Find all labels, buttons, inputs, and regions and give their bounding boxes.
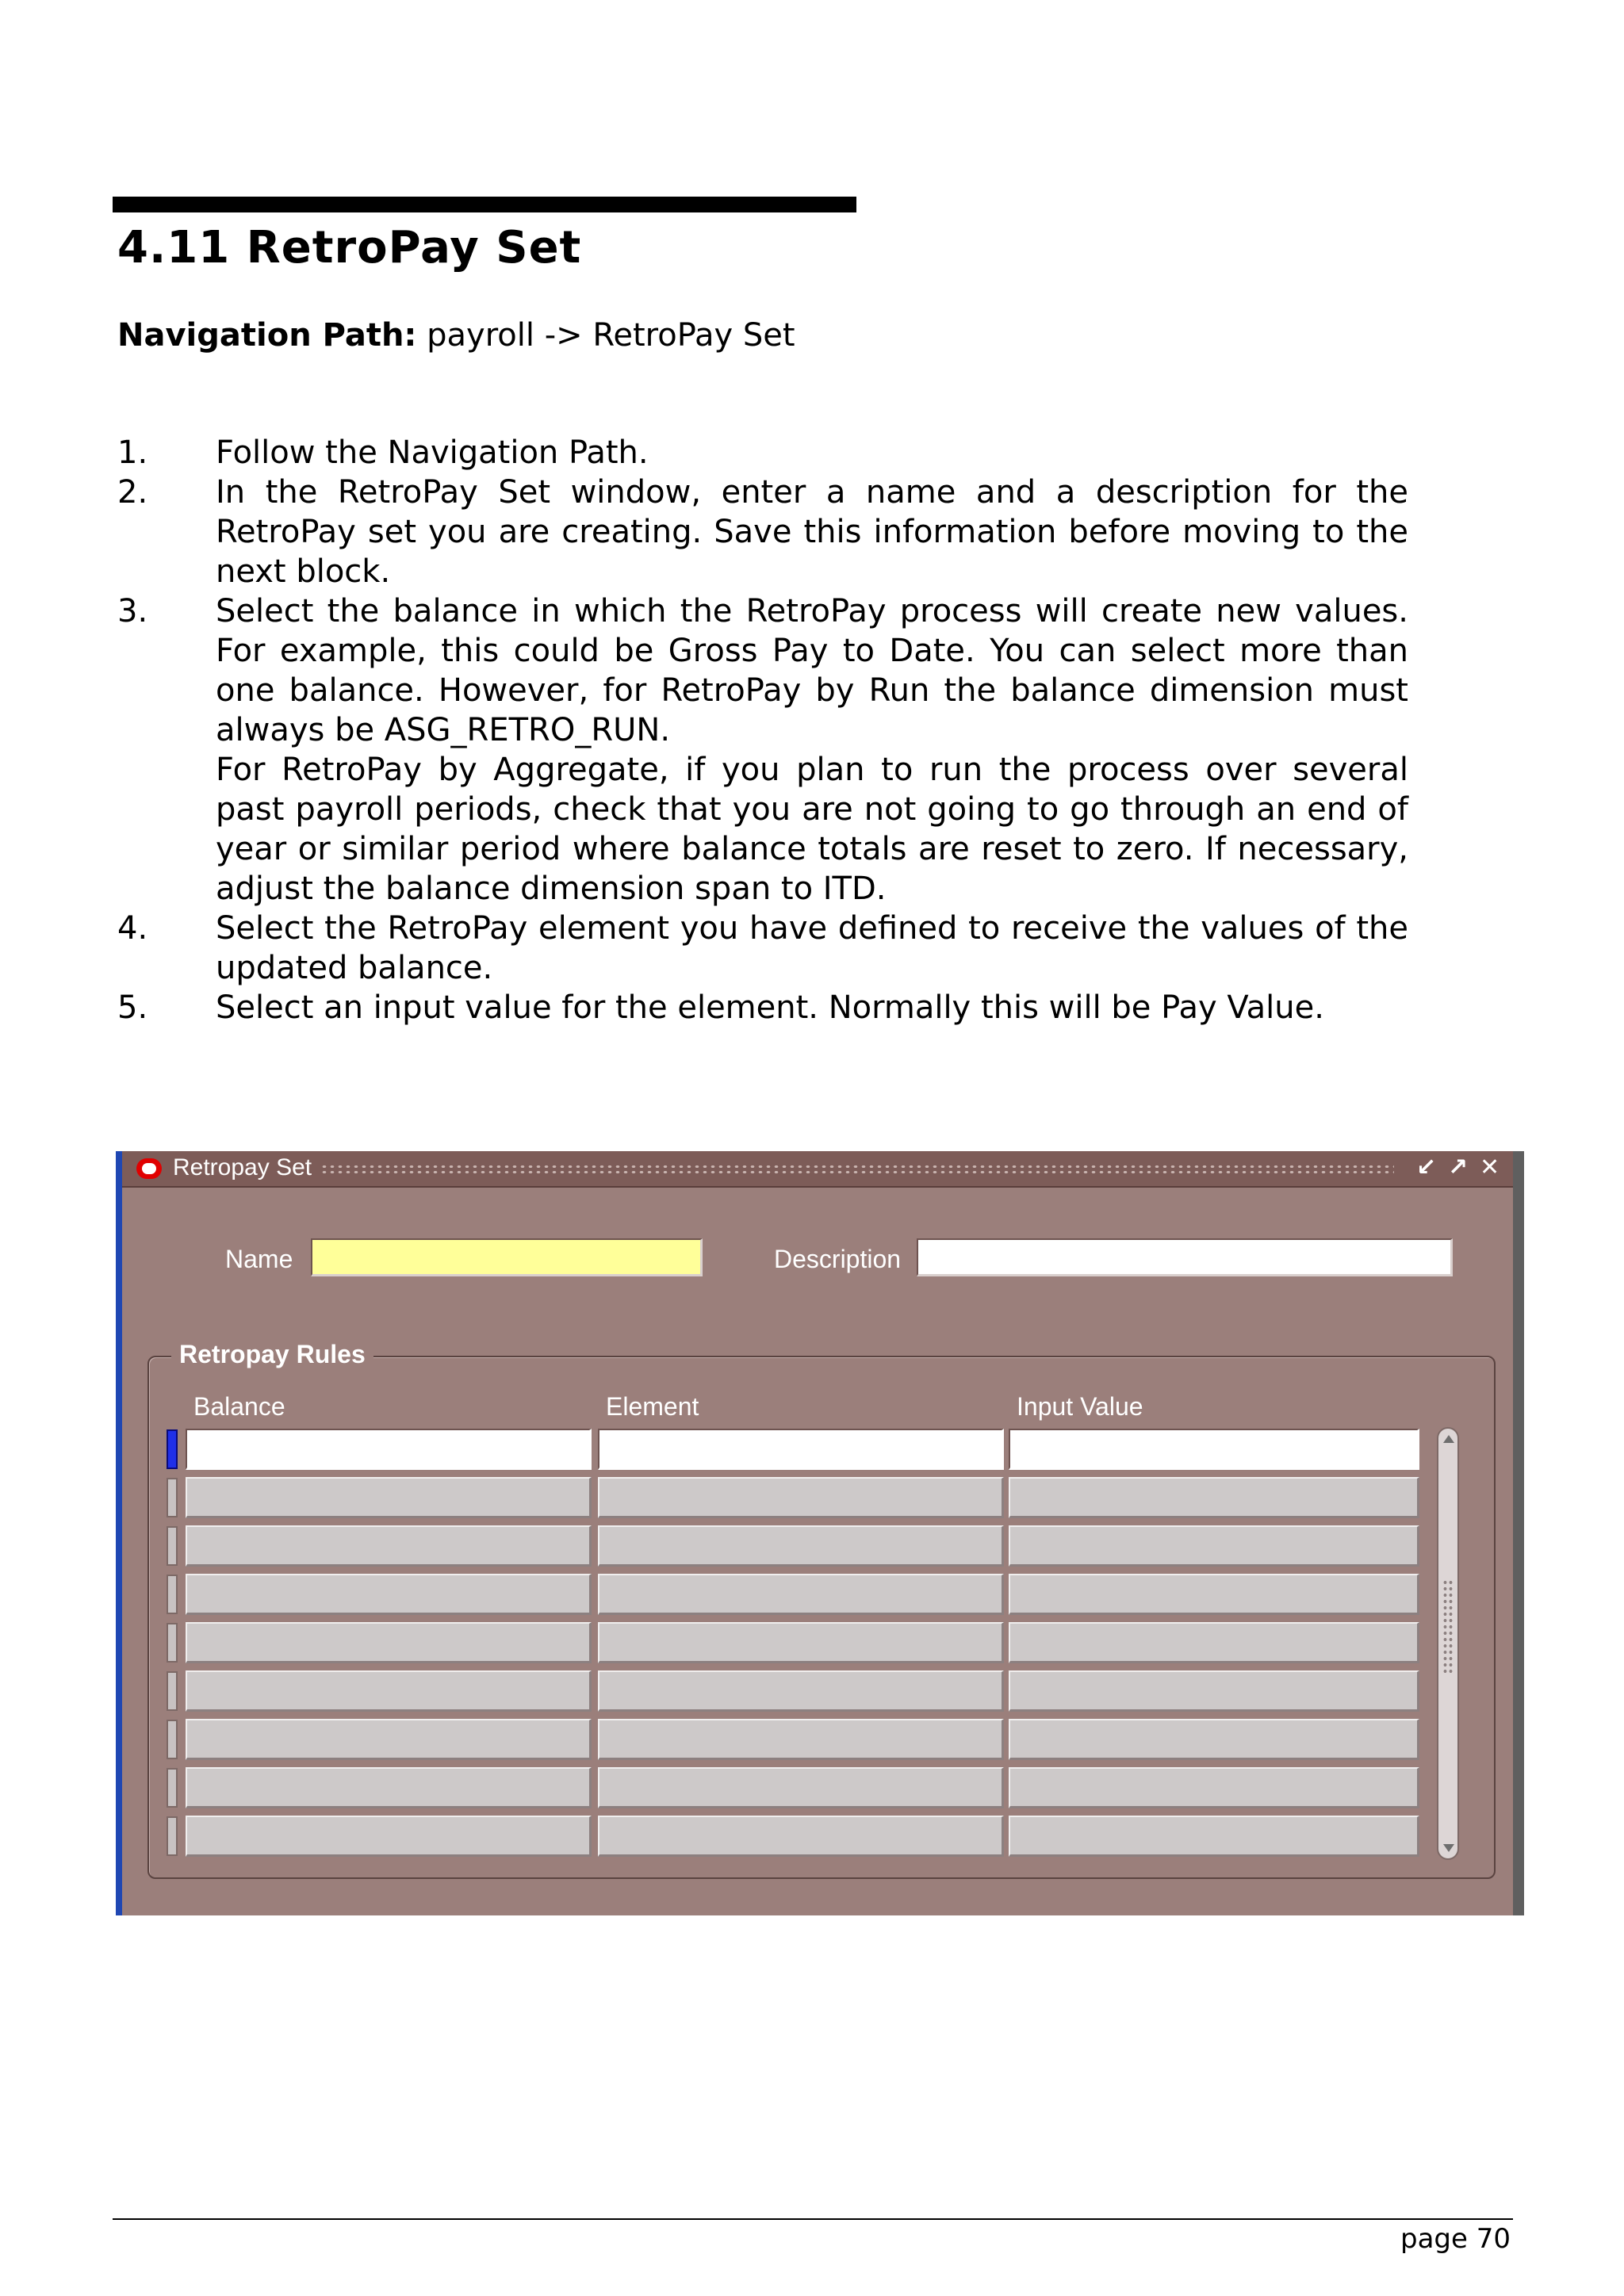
description-label: Description xyxy=(774,1245,902,1273)
window-title: Retropay Set xyxy=(173,1154,312,1181)
rules-scrollbar[interactable] xyxy=(1437,1427,1459,1860)
column-header-element: Element xyxy=(606,1392,699,1421)
close-icon[interactable]: ✕ xyxy=(1480,1154,1500,1181)
step-item xyxy=(117,591,1408,909)
element-cell[interactable] xyxy=(598,1816,1004,1857)
step-number: 5. xyxy=(117,989,148,1026)
step-number: 2. xyxy=(117,474,148,511)
step-text: In the RetroPay Set window, enter a name and a description for the RetroPay set you are creating. Save this information before moving to the next block. xyxy=(216,474,1408,590)
step-text: Select an input value for the element. Normally this will be Pay Value. xyxy=(216,989,1324,1026)
balance-cell[interactable] xyxy=(186,1525,592,1567)
step-text: Follow the Navigation Path. xyxy=(216,434,649,471)
input-value-cell[interactable] xyxy=(1009,1622,1419,1663)
balance-cell[interactable] xyxy=(186,1719,592,1760)
row-indicator[interactable] xyxy=(167,1478,178,1517)
navigation-path xyxy=(117,317,795,354)
section-title: 4.11 RetroPay Set xyxy=(117,222,582,274)
element-cell[interactable] xyxy=(598,1719,1004,1760)
scroll-grip-icon xyxy=(1442,1579,1454,1674)
step-item xyxy=(117,473,1408,591)
steps-list xyxy=(117,433,1408,1027)
element-cell[interactable] xyxy=(598,1477,1004,1518)
input-value-cell[interactable] xyxy=(1009,1574,1419,1615)
scroll-up-arrow-icon[interactable] xyxy=(1443,1435,1454,1443)
element-cell[interactable] xyxy=(598,1574,1004,1615)
oracle-logo-icon xyxy=(136,1158,162,1179)
element-cell[interactable] xyxy=(598,1429,1004,1470)
footer-rule xyxy=(113,2218,1513,2220)
section-top-rule xyxy=(113,197,856,212)
element-cell[interactable] xyxy=(598,1525,1004,1567)
input-value-cell[interactable] xyxy=(1009,1767,1419,1808)
name-label: Name xyxy=(225,1245,293,1273)
name-field[interactable] xyxy=(311,1238,703,1276)
step-number: 1. xyxy=(117,434,148,471)
window-titlebar[interactable] xyxy=(122,1151,1513,1188)
element-cell[interactable] xyxy=(598,1767,1004,1808)
navigation-path-value: payroll -> RetroPay Set xyxy=(427,317,795,354)
row-indicator[interactable] xyxy=(167,1623,178,1663)
row-indicator[interactable] xyxy=(167,1816,178,1856)
step-number: 4. xyxy=(117,910,148,947)
row-indicator[interactable] xyxy=(167,1526,178,1566)
step-text-extra: For RetroPay by Aggregate, if you plan to run the process over several past payroll periods, check that you are not going to go through an end of year or similar period where balance totals are reset to zero. If necessary, adjust the balance dimension span to ITD. xyxy=(216,752,1408,907)
input-value-cell[interactable] xyxy=(1009,1429,1419,1470)
element-cell[interactable] xyxy=(598,1670,1004,1712)
balance-cell[interactable] xyxy=(186,1670,592,1712)
navigation-path-label: Navigation Path: xyxy=(117,317,417,354)
description-field[interactable] xyxy=(917,1238,1453,1276)
maximize-icon[interactable]: ↗ xyxy=(1448,1154,1469,1181)
column-header-input-value: Input Value xyxy=(1017,1392,1143,1421)
step-text: Select the balance in which the RetroPay process will create new values. For example, this could be Gross Pay to Date. You can select more than one balance. However, for RetroPay by Run the balance dimension must always be ASG_RETRO_RUN. xyxy=(216,593,1408,748)
row-indicator[interactable] xyxy=(167,1575,178,1614)
input-value-cell[interactable] xyxy=(1009,1525,1419,1567)
scroll-down-arrow-icon[interactable] xyxy=(1443,1844,1454,1852)
row-indicator[interactable] xyxy=(167,1768,178,1808)
balance-cell[interactable] xyxy=(186,1429,592,1470)
titlebar-grip xyxy=(320,1164,1394,1175)
page-number: page 70 xyxy=(1400,2223,1511,2255)
input-value-cell[interactable] xyxy=(1009,1719,1419,1760)
step-item xyxy=(117,909,1408,988)
row-indicator[interactable] xyxy=(167,1720,178,1759)
step-number: 3. xyxy=(117,593,148,629)
input-value-cell[interactable] xyxy=(1009,1670,1419,1712)
step-text: Select the RetroPay element you have defined to receive the values of the updated balance. xyxy=(216,910,1408,986)
row-indicator[interactable] xyxy=(167,1429,178,1469)
window-right-border xyxy=(1513,1151,1524,1915)
element-cell[interactable] xyxy=(598,1622,1004,1663)
balance-cell[interactable] xyxy=(186,1574,592,1615)
step-item xyxy=(117,988,1408,1027)
retropay-set-window xyxy=(116,1151,1524,1915)
window-left-border xyxy=(116,1151,122,1915)
row-indicator[interactable] xyxy=(167,1671,178,1711)
minimize-icon[interactable]: ↙ xyxy=(1416,1154,1437,1181)
input-value-cell[interactable] xyxy=(1009,1477,1419,1518)
retropay-rules-title: Retropay Rules xyxy=(171,1340,373,1369)
balance-cell[interactable] xyxy=(186,1477,592,1518)
step-item xyxy=(117,433,1408,473)
column-header-balance: Balance xyxy=(193,1392,285,1421)
input-value-cell[interactable] xyxy=(1009,1816,1419,1857)
balance-cell[interactable] xyxy=(186,1767,592,1808)
balance-cell[interactable] xyxy=(186,1622,592,1663)
balance-cell[interactable] xyxy=(186,1816,592,1857)
